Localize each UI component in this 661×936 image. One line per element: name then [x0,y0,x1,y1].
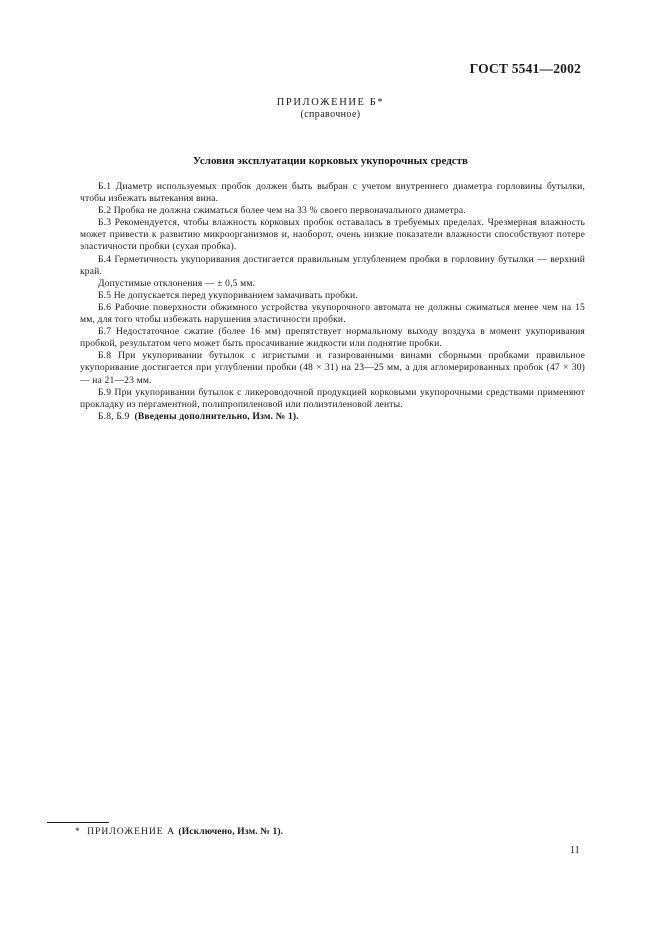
footnote-text: ПРИЛОЖЕНИЕ А [87,826,179,837]
annex-title: ПРИЛОЖЕНИЕ Б* [276,97,385,108]
footnote-bold: (Исключено, Изм. № 1). [178,826,284,837]
document-body [80,181,585,423]
paragraph-tolerance: Допустимые отклонения — ± 0,5 мм. [98,277,256,289]
paragraph-b7: Б.7 Недостаточное сжатие (более 16 мм) препятствует нормальному выходу воздуха в момент укупоривания пробкой, результатом чего может быть просачивание жидкости или поднятие пробки. [80,326,585,350]
page-number: 11 [570,845,580,856]
paragraph-b3: Б.3 Рекомендуется, чтобы влажность корковых пробок оставалась в требуемых пределах. Чрезмерная влажность может привести к развитию микроорганизмов и, наоборот, очень низкие показатели влажности способствуют потере эластичности пробки (сухая пробка). [80,217,585,253]
amendment-note [80,411,585,423]
paragraph-b5: Б.5 Не допускается перед укупориванием замачивать пробки. [98,289,358,301]
footnote-divider [47,822,109,823]
paragraph-b6: Б.6 Рабочие поверхности обжимного устройства укупорочного автомата не должны сжиматься менее чем на 15 мм, для того чтобы избежать нарушения эластичности пробки. [80,301,585,326]
paragraph-b4: Б.4 Герметичность укупоривания достигается правильным углублением пробки в горловину бутылки — верхний край. [80,253,585,277]
paragraph-b9: Б.9 При укупоривании бутылок с ликероводочной продукцией корковыми укупорочными средствами применяют прокладку из пергаментной, полипропиленовой или полиэтиленовой ленты. [80,386,585,410]
section-heading: Условия эксплуатации корковых укупорочных средств [193,155,468,167]
amendment-bold: (Введены дополнительно, Изм. № 1). [134,410,299,422]
footnote-marker: * [75,826,81,837]
paragraph-b8: Б.8 При укупоривании бутылок с игристыми и газированными винами сборными пробками правильное укупоривание достигается при углублении пробки (48 × 31) на 23—25 мм, а для агломерированных пробок (47 × 30) — на 21—23 мм. [80,350,585,386]
standard-code: ГОСТ 5541—2002 [469,61,581,76]
paragraph-b1: Б.1 Диаметр используемых пробок должен быть выбран с учетом внутреннего диаметра горловины бутылки, чтобы избежать вытекания вина. [80,181,585,205]
amendment-prefix: Б.8, Б.9 [98,410,135,422]
paragraph-b2: Б.2 Пробка не должна сжиматься более чем на 33 % своего первоначального диаметра. [98,205,466,217]
footnote [75,826,283,837]
annex-subtitle: (справочное) [300,109,361,120]
